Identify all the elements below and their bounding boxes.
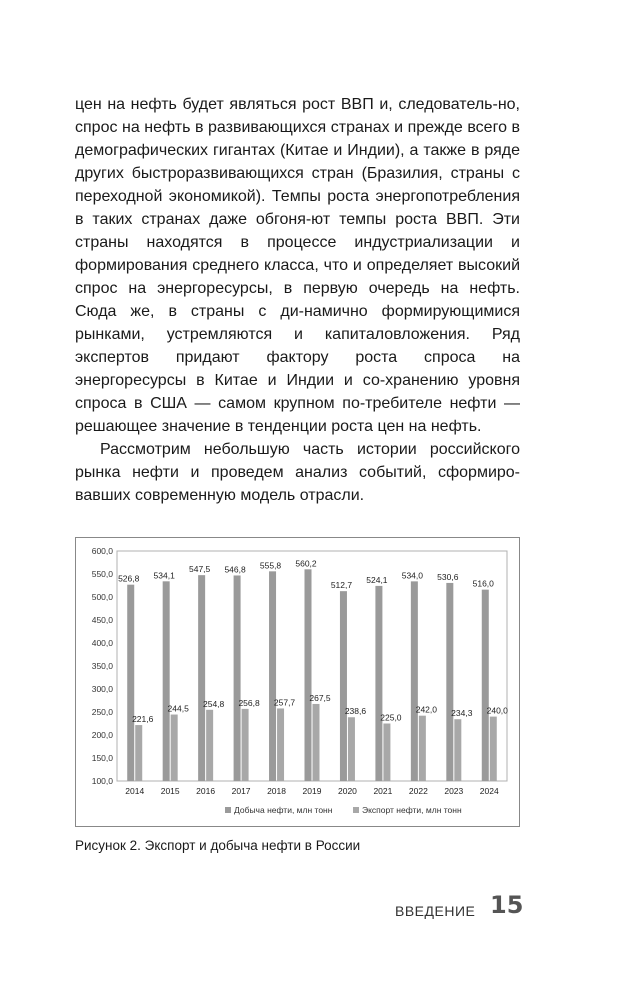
data-label: 256,8 [238, 697, 260, 708]
x-tick-label: 2014 [125, 786, 145, 796]
x-tick-label: 2016 [196, 786, 216, 796]
x-tick-label: 2017 [231, 786, 251, 796]
paragraph: цен на нефть будет являться рост ВВП и, следователь-но, спрос на нефть в развивающихся странах и прежде всего в демографических гигантах (Китае и Индии), а также в ряде других быстроразвивающихся стран (Бразилия, страны с переходной экономикой). Темпы роста энергопотребления в таких странах даже обгоня-ют темпы роста ВВП. Эти страны находятся в процессе индустриализации и формирования среднего класса, что и определяет высокий спрос на энергоресурсы, в первую очередь на нефть. Сюда же, в страны с ди-намично формирующимися рынками, устремляются и капиталовложения. Ряд экспертов придают фактору роста спроса на энергоресурсы в Китае и Индии и со-хранению уровня спроса в США — самом крупном по-требителе нефти — решающее значение в тенденции роста цен на нефть. [75, 96, 520, 435]
bar [305, 569, 312, 781]
x-tick-label: 2021 [373, 786, 393, 796]
bar [340, 591, 347, 781]
data-label: 524,1 [366, 574, 388, 585]
figure-caption: Рисунок 2. Экспорт и добыча нефти в России [75, 838, 361, 853]
data-label: 560,2 [295, 558, 317, 569]
bar [163, 581, 170, 781]
x-tick-label: 2019 [302, 786, 322, 796]
data-label: 546,8 [224, 564, 246, 575]
y-tick-label: 200,0 [91, 730, 113, 740]
x-tick-label: 2022 [408, 786, 428, 796]
bar [446, 583, 453, 781]
x-tick-label: 2024 [479, 786, 499, 796]
data-label: 242,0 [415, 704, 438, 715]
data-label: 257,7 [273, 697, 296, 708]
bar [419, 716, 426, 781]
y-tick-label: 450,0 [91, 615, 113, 625]
x-tick-label: 2015 [160, 786, 180, 796]
bar [375, 586, 382, 781]
bar [490, 717, 497, 781]
bar [348, 717, 355, 781]
bar [234, 575, 241, 781]
section-title: ВВЕДЕНИЕ [395, 903, 476, 919]
x-tick-label: 2018 [267, 786, 287, 796]
bar-chart [75, 537, 520, 827]
data-label: 516,0 [472, 578, 494, 589]
y-tick-label: 250,0 [91, 707, 113, 717]
y-tick-label: 600,0 [91, 546, 113, 556]
data-label: 238,6 [344, 706, 367, 717]
bar [482, 590, 489, 781]
data-label: 267,5 [309, 692, 331, 703]
legend-swatch [353, 807, 359, 813]
legend-label: Добыча нефти, млн тонн [234, 805, 333, 815]
y-tick-label: 550,0 [91, 569, 113, 579]
data-label: 512,7 [330, 580, 353, 591]
y-tick-label: 350,0 [91, 661, 113, 671]
legend-label: Экспорт нефти, млн тонн [362, 805, 462, 815]
bar [383, 724, 390, 782]
body-text [75, 93, 520, 507]
y-tick-label: 500,0 [91, 592, 113, 602]
data-label: 547,5 [188, 564, 211, 575]
y-tick-label: 100,0 [91, 776, 113, 786]
x-tick-label: 2023 [444, 786, 464, 796]
y-tick-label: 150,0 [91, 753, 113, 763]
data-label: 240,0 [486, 705, 508, 716]
data-label: 254,8 [202, 698, 225, 709]
data-label: 530,6 [437, 571, 459, 582]
bar [277, 708, 284, 781]
chart-figure [75, 537, 520, 827]
bar [242, 709, 249, 781]
legend-swatch [225, 807, 231, 813]
paragraph: Рассмотрим небольшую часть истории российского рынка нефти и проведем анализ событий, сформиро-вавших современную модель отрасли. [75, 441, 520, 504]
data-label: 225,0 [380, 712, 402, 723]
y-tick-label: 300,0 [91, 684, 113, 694]
data-label: 526,8 [118, 573, 140, 584]
page-number: 15 [490, 891, 524, 919]
bar [135, 725, 142, 781]
x-tick-label: 2020 [337, 786, 357, 796]
bar [206, 710, 213, 781]
y-tick-label: 400,0 [91, 638, 113, 648]
bar [171, 715, 178, 781]
data-label: 555,8 [259, 560, 282, 571]
bar [454, 719, 461, 781]
data-label: 221,6 [132, 714, 154, 725]
bar [269, 571, 276, 781]
data-label: 534,0 [401, 570, 424, 581]
bar [411, 581, 418, 781]
bar [198, 575, 205, 781]
bar [127, 585, 134, 781]
bar [313, 704, 320, 781]
data-label: 244,5 [167, 703, 189, 714]
data-label: 534,1 [153, 570, 175, 581]
data-label: 234,3 [451, 708, 473, 719]
